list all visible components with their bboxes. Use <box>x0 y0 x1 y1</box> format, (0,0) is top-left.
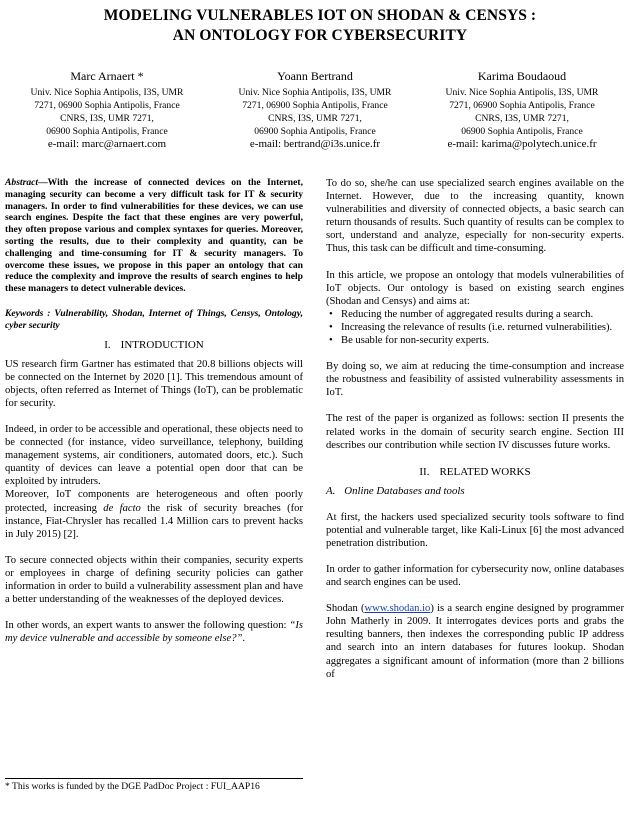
body-paragraph: The rest of the paper is organized as follows: section II presents the related works in the domain of security search engine. Section III describes our contribution while section IV discusses future works. <box>326 413 624 451</box>
list-item: • Be usable for non-security experts. <box>326 334 624 347</box>
abstract <box>5 177 303 295</box>
title-line-1: MODELING VULNERABLES IOT ON SHODAN & CENSYS : <box>103 7 537 24</box>
body-paragraph: At first, the hackers used specialized security tools software to find potential and vulnerable target, like Kali-Linux [6] the most advanced penetration distribution. <box>326 511 624 549</box>
author-affiliation: Univ. Nice Sophia Antipolis, I3S, UMR <box>30 87 184 98</box>
paper-title <box>40 6 600 46</box>
right-column <box>326 177 624 681</box>
body-paragraph: Shodan (www.shodan.io) is a search engine designed by programmer John Matherly in 2009. It interrogates devices ports and grabs the resulting banners, then indexes the corresponding public IP address and search into an intern databases for futures lookup. Shodan aggregates a significant amount of information (more than 2 billions of <box>326 603 624 680</box>
author-affiliation: Univ. Nice Sophia Antipolis, I3S, UMR <box>238 87 392 98</box>
shodan-link[interactable]: www.shodan.io <box>364 603 431 615</box>
author-3 <box>419 68 625 151</box>
aims-list <box>326 308 624 347</box>
list-item: • Reducing the number of aggregated results during a search. <box>326 308 624 321</box>
author-affiliation: 06900 Sophia Antipolis, France <box>461 126 583 137</box>
list-item: • Increasing the relevance of results (i.e. returned vulnerabilities). <box>326 321 624 334</box>
footnote-divider <box>5 778 303 779</box>
author-affiliation: 06900 Sophia Antipolis, France <box>254 126 376 137</box>
body-paragraph: In order to gather information for cybersecurity now, online databases and search engines can be used. <box>326 563 624 589</box>
intro-paragraph: US research firm Gartner has estimated that 20.8 billions objects will be connected on the Internet by 2020 [1]. This tremendous amount of objects, often referred as Internet of Things (IoT), can be problematic for security. <box>5 358 303 409</box>
author-2 <box>212 68 418 151</box>
author-affiliation: 7271, 06900 Sophia Antipolis, France <box>34 100 180 111</box>
intro-paragraph: In other words, an expert wants to answer the following question: “Is my device vulnerable and accessible by someone else?”. <box>5 620 303 645</box>
author-affiliation: Univ. Nice Sophia Antipolis, I3S, UMR <box>445 87 599 98</box>
keywords: Keywords : Vulnerability, Shodan, Internet of Things, Censys, Ontology, cyber security <box>5 307 303 331</box>
body-paragraph: By doing so, we aim at reducing the time-consumption and increase the robustness and feasibility of assisted vulnerability assessments in IoT. <box>326 361 624 399</box>
author-email: e-mail: bertrand@i3s.unice.fr <box>249 138 381 150</box>
author-affiliation: CNRS, I3S, UMR 7271, <box>475 113 569 124</box>
author-affiliation: 06900 Sophia Antipolis, France <box>46 126 168 137</box>
body-paragraph: In this article, we propose an ontology that models vulnerabilities of IoT objects. Our ontology is based on existing search engines (Shodan and Censys) and aims at: <box>326 269 624 307</box>
title-line-2: AN ONTOLOGY FOR CYBERSECURITY <box>172 27 468 44</box>
intro-paragraph: Moreover, IoT components are heterogeneous and often poorly protected, increasing de facto the risk of security breaches (for instance, Fiat-Chrysler has recalled 1.4 Million cars to prevent hacks in July 2015) [2]. <box>5 489 303 540</box>
left-column <box>5 177 303 645</box>
section-heading-introduction: I. INTRODUCTION <box>104 338 204 351</box>
intro-paragraph: Indeed, in order to be accessible and operational, these objects need to be connected (for instance, video surveillance, telephony, building management systems, air conditioners, automated doors, etc.). Such quantity of devices can leave a potential open door that can be exploited by intruders. <box>5 423 303 488</box>
author-affiliation: CNRS, I3S, UMR 7271, <box>268 113 362 124</box>
body-paragraph: To do so, she/he can use specialized search engines available on the Internet. However, due to the increasing quantity, known vulnerabilities and diversity of connected objects, a basic search can return thousands of results. Such quantity of results can be complex to sort, understand and analyze, especially for non-security experts. Thus, this task can be difficult and time-consuming. <box>326 178 624 255</box>
author-1 <box>4 68 210 151</box>
author-name: Marc Arnaert * <box>70 69 144 83</box>
author-name: Karima Boudaoud <box>477 69 567 83</box>
author-name: Yoann Bertrand <box>277 69 353 83</box>
intro-paragraph: To secure connected objects within their companies, security experts or employees in charge of defining security policies can gather information in order to build a vulnerability assessment plan and have a better understanding of the weaknesses of the deployed devices. <box>5 554 303 606</box>
section-heading-related-works: II. RELATED WORKS <box>419 465 531 478</box>
author-email: e-mail: karima@polytech.unice.fr <box>447 138 597 150</box>
abstract-lead: Abstract <box>5 177 39 188</box>
author-affiliation: 7271, 06900 Sophia Antipolis, France <box>449 100 595 111</box>
subsection-heading: A. Online Databases and tools <box>326 484 465 497</box>
author-affiliation: CNRS, I3S, UMR 7271, <box>60 113 154 124</box>
author-email: e-mail: marc@arnaert.com <box>47 138 167 150</box>
author-affiliation: 7271, 06900 Sophia Antipolis, France <box>242 100 388 111</box>
abstract-text: —With the increase of connected devices on the Internet, managing security can become a very difficult task for IT & security managers. In order to find vulnerabilities for these devices, we can use search engines. Despite the fact that these engines are very powerful, they often propose various and complex syntaxes for queries. Moreover, sorting the results, due to their complexity and quantity, can be challenging and time-consuming for IT & security managers. To overcome these issues, we propose in this paper an ontology that can reduce the complexity and improve the results of search engines to help these managers to detect vulnerable devices. <box>5 177 303 295</box>
footnote: * This works is funded by the DGE PadDoc Project : FUI_AAP16 <box>5 781 260 792</box>
